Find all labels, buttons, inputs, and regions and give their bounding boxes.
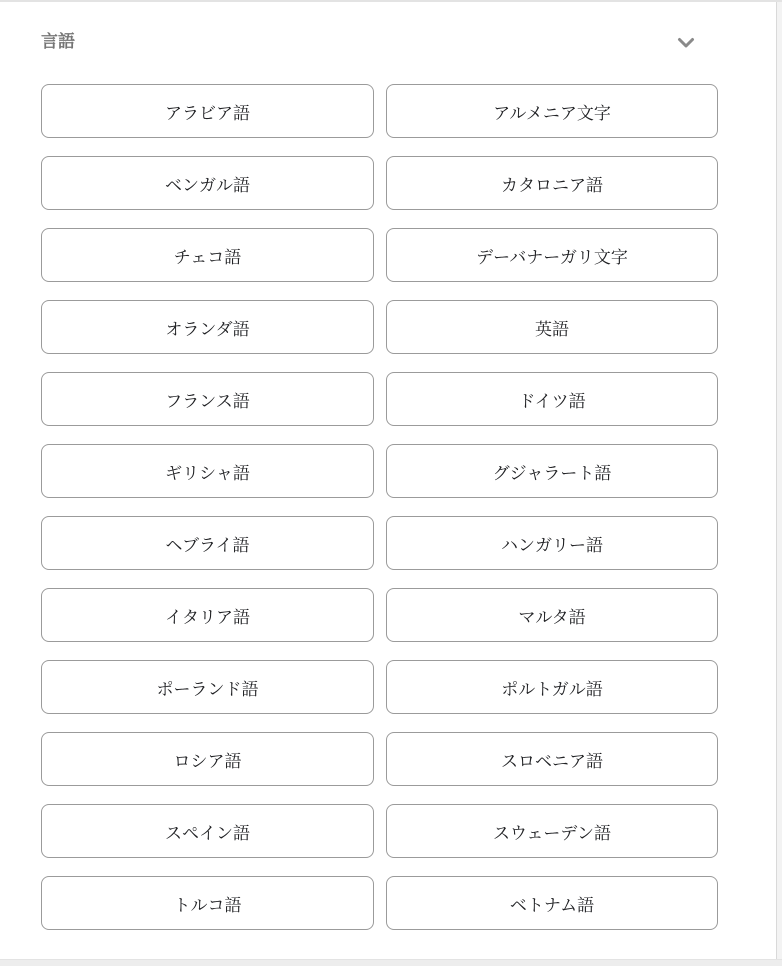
section-title: 言語	[41, 32, 75, 52]
language-filter-button[interactable]: オランダ語	[41, 300, 374, 354]
language-filter-button[interactable]: グジャラート語	[386, 444, 718, 498]
language-filter-button[interactable]: ロシア語	[41, 732, 374, 786]
language-section-header[interactable]	[0, 2, 782, 56]
language-filter-button[interactable]: デーバナーガリ文字	[386, 228, 718, 282]
language-filter-button[interactable]: アルメニア文字	[386, 84, 718, 138]
language-filter-button[interactable]: ベンガル語	[41, 156, 374, 210]
language-filter-button[interactable]: スウェーデン語	[386, 804, 718, 858]
language-filter-button[interactable]: フランス語	[41, 372, 374, 426]
language-filter-button[interactable]: 英語	[386, 300, 718, 354]
language-filter-button[interactable]: スペイン語	[41, 804, 374, 858]
scrollbar-gutter[interactable]	[776, 2, 782, 966]
language-filter-button[interactable]: カタロニア語	[386, 156, 718, 210]
language-button-grid	[41, 84, 782, 930]
language-filter-button[interactable]: ベトナム語	[386, 876, 718, 930]
chevron-down-icon[interactable]	[674, 30, 698, 54]
language-filter-button[interactable]: ギリシャ語	[41, 444, 374, 498]
language-filter-button[interactable]: ハンガリー語	[386, 516, 718, 570]
bottom-divider	[0, 959, 782, 966]
language-filter-button[interactable]: アラビア語	[41, 84, 374, 138]
language-filter-button[interactable]: ヘブライ語	[41, 516, 374, 570]
language-filter-button[interactable]: チェコ語	[41, 228, 374, 282]
language-filter-button[interactable]: ポーランド語	[41, 660, 374, 714]
language-filter-button[interactable]: ポルトガル語	[386, 660, 718, 714]
language-filter-button[interactable]: スロベニア語	[386, 732, 718, 786]
language-filter-button[interactable]: イタリア語	[41, 588, 374, 642]
language-filter-button[interactable]: ドイツ語	[386, 372, 718, 426]
language-filter-button[interactable]: マルタ語	[386, 588, 718, 642]
language-filter-button[interactable]: トルコ語	[41, 876, 374, 930]
